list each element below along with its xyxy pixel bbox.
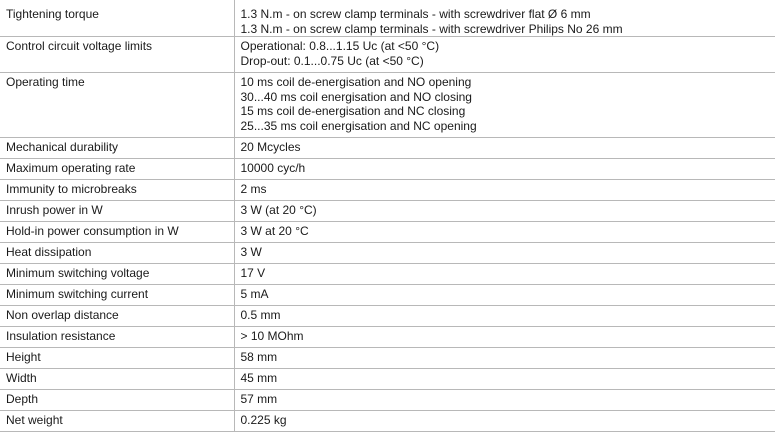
- spec-value: [234, 37, 775, 73]
- spec-value: [234, 138, 775, 159]
- spec-value: [234, 222, 775, 243]
- spec-value-line: 3 W: [240, 245, 262, 259]
- spec-value: [234, 243, 775, 264]
- spec-value-line: 20 Mcycles: [240, 140, 301, 154]
- spec-label: Control circuit voltage limits: [0, 37, 234, 73]
- spec-label: Inrush power in W: [0, 201, 234, 222]
- spec-row: [0, 243, 775, 264]
- spec-row: [0, 37, 775, 73]
- spec-value-line: 10000 cyc/h: [240, 161, 306, 175]
- spec-row: [0, 390, 775, 411]
- spec-row: [0, 348, 775, 369]
- spec-value: [234, 159, 775, 180]
- spec-label: Net weight: [0, 411, 234, 432]
- spec-value-line: 0.5 mm: [240, 308, 281, 322]
- spec-row: [0, 0, 775, 37]
- spec-value-line: 57 mm: [240, 392, 278, 406]
- spec-label: Minimum switching current: [0, 285, 234, 306]
- spec-value-line: 30...40 ms coil energisation and NO closing: [240, 89, 472, 104]
- spec-value: [234, 327, 775, 348]
- spec-row: [0, 369, 775, 390]
- spec-row: [0, 327, 775, 348]
- spec-row: [0, 201, 775, 222]
- spec-value-line: 17 V: [240, 266, 266, 280]
- spec-value-line: 1.3 N.m - on screw clamp terminals - with screwdriver Philips No 26 mm: [240, 21, 623, 36]
- spec-row: [0, 159, 775, 180]
- spec-row: [0, 222, 775, 243]
- spec-value-line: 0.225 kg: [240, 413, 287, 427]
- spec-row: [0, 180, 775, 201]
- spec-label: Immunity to microbreaks: [0, 180, 234, 201]
- spec-value-line: 58 mm: [240, 350, 278, 364]
- spec-row: [0, 264, 775, 285]
- spec-value-line: 5 mA: [240, 287, 269, 301]
- spec-label: Maximum operating rate: [0, 159, 234, 180]
- spec-label: Width: [0, 369, 234, 390]
- spec-value-line: 3 W at 20 °C: [240, 224, 309, 238]
- spec-value-line: Drop-out: 0.1...0.75 Uc (at <50 °C): [240, 53, 424, 68]
- spec-row: [0, 285, 775, 306]
- spec-value: [234, 348, 775, 369]
- spec-label: Heat dissipation: [0, 243, 234, 264]
- spec-value: [234, 180, 775, 201]
- spec-label: Depth: [0, 390, 234, 411]
- spec-value-line: 1.3 N.m - on screw clamp terminals - with screwdriver flat Ø 6 mm: [240, 7, 591, 21]
- spec-value: [234, 201, 775, 222]
- spec-label: Hold-in power consumption in W: [0, 222, 234, 243]
- spec-value: [234, 306, 775, 327]
- spec-value: [234, 73, 775, 138]
- spec-value: [234, 285, 775, 306]
- spec-label: Non overlap distance: [0, 306, 234, 327]
- spec-label: Height: [0, 348, 234, 369]
- spec-row: [0, 73, 775, 138]
- spec-value-line: 10 ms coil de-energisation and NO opening: [240, 75, 472, 89]
- spec-value-line: 3 W (at 20 °C): [240, 203, 317, 217]
- spec-label: Minimum switching voltage: [0, 264, 234, 285]
- spec-value: [234, 390, 775, 411]
- spec-label: Mechanical durability: [0, 138, 234, 159]
- spec-label: Tightening torque: [0, 0, 234, 37]
- spec-label: Operating time: [0, 73, 234, 138]
- spec-row: [0, 411, 775, 432]
- spec-value-line: 25...35 ms coil energisation and NC opening: [240, 118, 477, 133]
- spec-label: Insulation resistance: [0, 327, 234, 348]
- spec-row: [0, 138, 775, 159]
- spec-value: [234, 0, 775, 37]
- spec-value-line: 45 mm: [240, 371, 278, 385]
- spec-value: [234, 369, 775, 390]
- spec-row: [0, 306, 775, 327]
- spec-value-line: > 10 MOhm: [240, 329, 304, 343]
- spec-value: [234, 264, 775, 285]
- spec-value-line: Operational: 0.8...1.15 Uc (at <50 °C): [240, 39, 440, 53]
- spec-value-line: 2 ms: [240, 182, 267, 196]
- spec-value: [234, 411, 775, 432]
- spec-value-line: 15 ms coil de-energisation and NC closing: [240, 104, 466, 118]
